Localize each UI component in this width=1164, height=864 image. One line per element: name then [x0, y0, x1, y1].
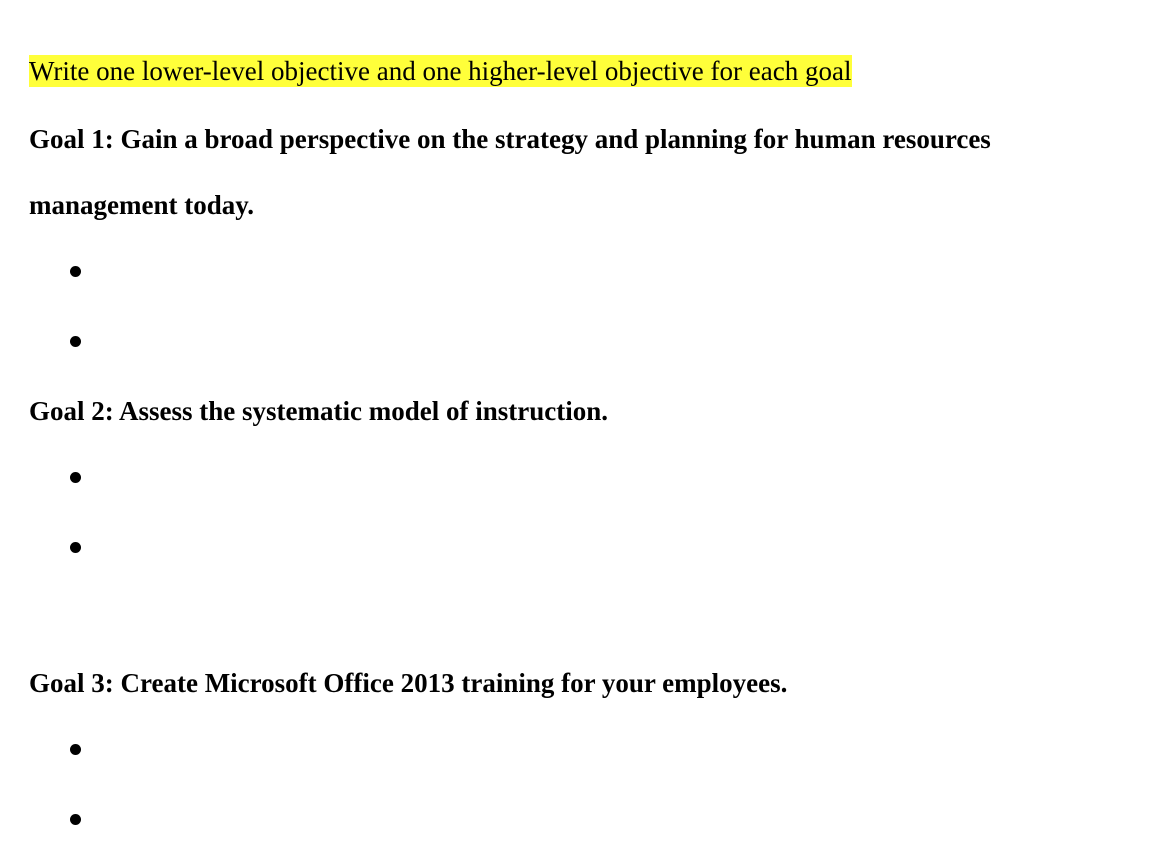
goal-3-bullet-2 — [70, 814, 81, 825]
highlighted-instruction: Write one lower-level objective and one higher-level objective for each goal — [29, 56, 852, 86]
goal-3-bullet-1 — [70, 744, 81, 755]
goal-2-bullet-1 — [70, 472, 81, 483]
goal-1-bullet-1 — [70, 266, 81, 277]
goal-2-heading: Goal 2: Assess the systematic model of instruction. — [29, 396, 608, 426]
goal-1-bullet-2 — [70, 336, 81, 347]
goal-3-heading: Goal 3: Create Microsoft Office 2013 training for your employees. — [29, 668, 788, 698]
goal-2-bullet-2 — [70, 542, 81, 553]
goal-1-heading: Goal 1: Gain a broad perspective on the strategy and planning for human resources management today. — [29, 124, 991, 220]
